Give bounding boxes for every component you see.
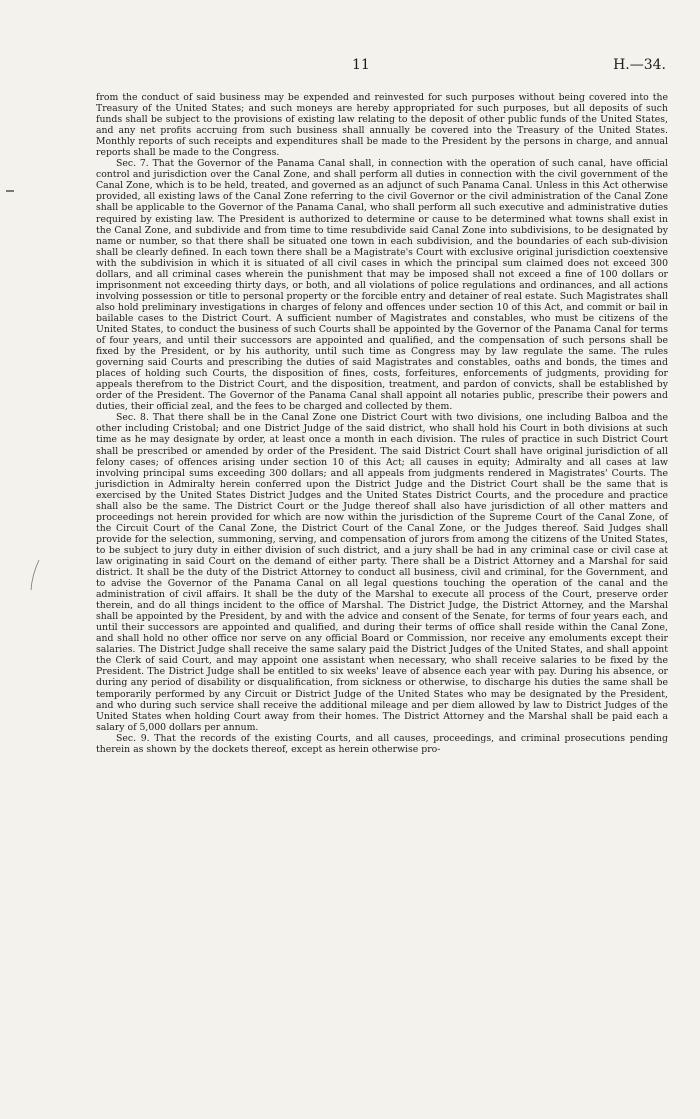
page-number: 11 bbox=[352, 57, 370, 73]
paragraph-section-7: Sec. 7. That the Governor of the Panama Canal shall, in connection with the operation of such canal, have official control and jurisdiction over the Canal Zone, and shall perform all duties in connection with the civil government of the Canal Zone, which is to be held, treated, and governed as an adjunct of such Panama Canal. Unless in this Act otherwise provided, all existing laws of the Canal Zone referring to the civil Governor or the civil administration of the Canal Zone shall be applicable to the Governor of the Panama Canal, who shall perform all such executive and administrative duties required by existing law. The President is authorized to determine or cause to be determined what towns shall exist in the Canal Zone, and subdivide and from time to time resubdivide said Canal Zone into subdivisions, to be designated by name or number, so that there shall be situated one town in each subdivision, and the boundaries of each sub-division shall be clearly defined. In each town there shall be a Magistrate's Court with exclusive original jurisdiction coextensive with the subdivision in which it is situated of all civil cases in which the principal sum claimed does not exceed 300 dollars, and all criminal cases wherein the punishment that may be imposed shall not exceed a fine of 100 dollars or imprisonment not exceeding thirty days, or both, and all violations of police regulations and ordinances, and all actions involving possession or title to personal property or the forcible entry and detainer of real estate. Such Magistrates shall also hold preliminary investigations in charges of felony and offences under section 10 of this Act, and commit or bail in bailable cases to the District Court. A sufficient number of Magistrates and constables, who must be citizens of the United States, to conduct the business of such Courts shall be appointed by the Governor of the Panama Canal for terms of four years, and until their successors are appointed and qualified, and the compensation of such persons shall be fixed by the President, or by his authority, until such time as Congress may by law regulate the same. The rules governing said Courts and prescribing the duties of said Magistrates and constables, oaths and bonds, the times and places of holding such Courts, the disposition of fines, costs, forfeitures, enforcements of judgments, providing for appeals therefrom to the District Court, and the disposition, treatment, and pardon of convicts, shall be established by order of the President. The Governor of the Panama Canal shall appoint all notaries public, prescribe their powers and duties, their official zeal, and the fees to be charged and collected by them. bbox=[96, 158, 668, 413]
paragraph-section-9: Sec. 9. That the records of the existing Courts, and all causes, proceedings, and criminal prosecutions pending therein as shown by the dockets thereof, except as herein otherwise pro- bbox=[96, 732, 668, 755]
margin-mark bbox=[6, 186, 14, 197]
paragraph-section-8: Sec. 8. That there shall be in the Canal Zone one District Court with two divisions, one including Balboa and the other including Cristobal; and one District Judge of the said district, who shall hold his Court in both divisions at such time as he may designate by order, at least once a month in each division. The rules of practice in such District Court shall be prescribed or amended by order of the President. The said District Court shall have original jurisdiction of all felony cases; of offences arising under section 10 of this Act; all causes in equity; Admiralty and all cases at law involving principal sums exceeding 300 dollars; and all appeals from judgments rendered in Magistrates' Courts. The jurisdiction in Admiralty herein conferred upon the District Judge and the District Court shall be the same that is exercised by the United States District Judges and the United States District Courts, and the procedure and practice shall also be the same. The District Court or the Judge thereof shall also have jurisdiction of all other matters and proceedings not herein provided for which are now within the jurisdiction of the Supreme Court of the Canal Zone, of the Circuit Court of the Canal Zone, the District Court of the Canal Zone, or the Judges thereof. Said Judges shall provide for the selection, summoning, serving, and compensation of jurors from among the citizens of the United States, to be subject to jury duty in either division of such district, and a jury shall be had in any criminal case or civil case at law originating in said Court on the demand of either party. There shall be a District Attorney and a Marshal for said district. It shall be the duty of the District Attorney to conduct all business, civil and criminal, for the Government, and to advise the Governor of the Panama Canal on all legal questions touching the operation of the canal and the administration of civil affairs. It shall be the duty of the Marshal to execute all process of the Court, preserve order therein, and do all things incident to the office of Marshal. The District Judge, the District Attorney, and the Marshal shall be appointed by the President, by and with the advice and consent of the Senate, for terms of four years each, and until their successors are appointed and qualified, and during their terms of office shall reside within the Canal Zone, and shall hold no other office nor serve on any official Board or Commission, nor receive any emoluments except their salaries. The District Judge shall receive the same salary paid the District Judges of the United States, and shall appoint the Clerk of said Court, and may appoint one assistant when necessary, who shall receive salaries to be fixed by the President. The District Judge shall be entitled to six weeks' leave of absence each year with pay. During his absence, or during any period of disability or disqualification, from sickness or otherwise, to discharge his duties the same shall be temporarily performed by any Circuit or District Judge of the United States who may be designated by the President, and who during such service shall receive the additional mileage and per diem allowed by law to District Judges of the United States when holding Court away from their homes. The District Attorney and the Marshal shall be paid each a salary of 5,000 dollars per annum. bbox=[96, 412, 668, 733]
document-id: H.—34. bbox=[613, 57, 666, 73]
body-text bbox=[96, 92, 668, 755]
paragraph-continuation: from the conduct of said business may be expended and reinvested for such purposes without being covered into the Treasury of the United States; and such moneys are hereby appropriated for such purposes, but all deposits of such funds shall be subject to the provisions of existing law relating to the deposit of other public funds of the United States, and any net profits accruing from such business shall annually be covered into the Treasury of the United States. Monthly reports of such receipts and expenditures shall be made to the President by the persons in charge, and annual reports shall be made to the Congress. bbox=[96, 92, 668, 159]
margin-mark bbox=[30, 560, 40, 593]
